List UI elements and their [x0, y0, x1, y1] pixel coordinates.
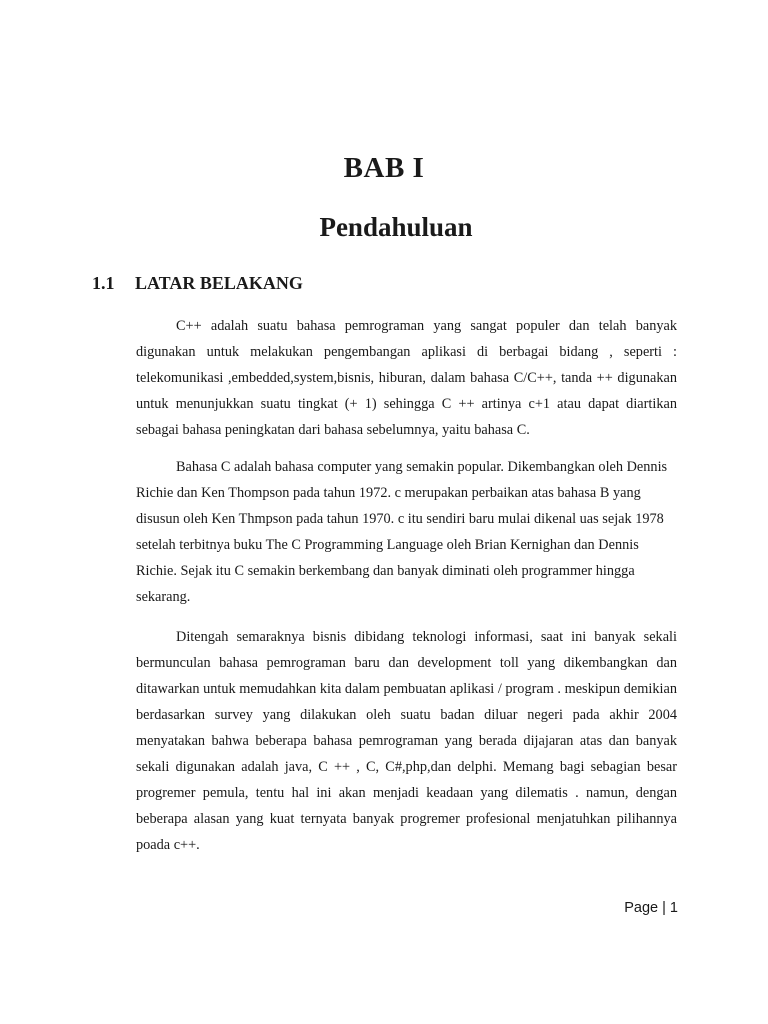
chapter-title: Pendahuluan	[319, 212, 473, 242]
chapter-label: BAB I	[343, 152, 425, 184]
section-title: LATAR BELAKANG	[135, 273, 303, 293]
section-number: 1.1	[92, 273, 115, 293]
paragraph-3: Ditengah semaraknya bisnis dibidang teknologi informasi, saat ini banyak sekali bermunculan bahasa pemrograman baru dan development toll yang dikembangkan dan ditawarkan untuk memudahkan kita dalam pembuatan aplikasi / program . meskipun demikian berdasarkan survey yang dilakukan oleh suatu badan diluar negeri pada akhir 2004 menyatakan bahwa beberapa bahasa pemrograman yang berada dijajaran atas dan banyak sekali digunakan adalah java, C ++ , C, C#,php,dan delphi. Memang bagi sebagian besar progremer pemula, tentu hal ini akan menjadi keadaan yang dilematis . namun, dengan beberapa alasan yang kuat ternyata banyak progremer profesional menjatuhkan pilihannya poada c++.	[136, 629, 677, 853]
section-heading	[92, 271, 303, 295]
page-number-footer: Page | 1	[624, 900, 678, 916]
paragraph-1: C++ adalah suatu bahasa pemrograman yang sangat populer dan telah banyak digunakan untuk melakukan pengembangan aplikasi di berbagai bidang , seperti : telekomunikasi ,embedded,system,bisnis, hiburan, dalam bahasa C/C++, tanda ++ digunakan untuk menunjukkan suatu tingkat (+ 1) sehingga C ++ artinya c+1 atau dapat diartikan sebagai bahasa peningkatan dari bahasa sebelumnya, yaitu bahasa C.	[136, 318, 677, 438]
paragraph-2: Bahasa C adalah bahasa computer yang semakin popular. Dikembangkan oleh Dennis Richie dan Ken Thompson pada tahun 1972. c merupakan perbaikan atas bahasa B yang disusun oleh Ken Thmpson pada tahun 1970. c itu sendiri baru mulai dikenal uas sejak 1978 setelah terbitnya buku The C Programming Language oleh Brian Kernighan dan Dennis Richie. Sejak itu C semakin berkembang dan banyak diminati oleh programmer hingga sekarang.	[136, 459, 668, 605]
